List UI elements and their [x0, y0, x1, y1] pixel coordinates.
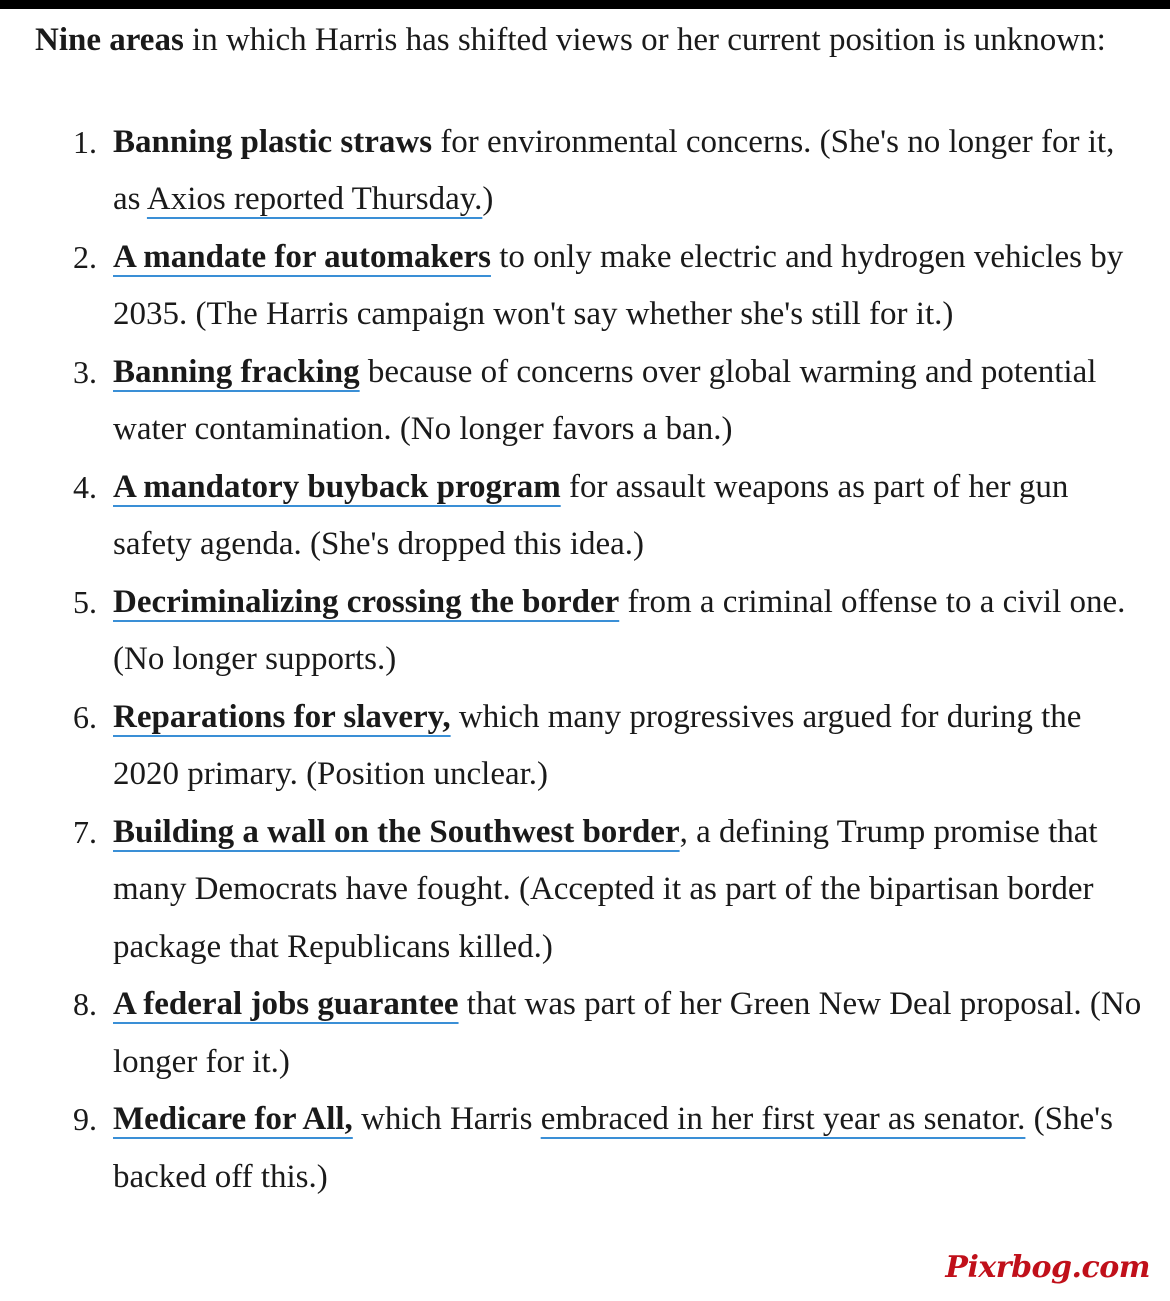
list-item	[35, 459, 1150, 574]
top-bar	[0, 0, 1170, 9]
item-text: for environmental concerns. (She's no longer for it, as	[113, 123, 1115, 217]
watermark-logo: Pixrbog.com	[945, 1250, 1150, 1285]
intro-paragraph	[35, 12, 1150, 70]
item-link-plastic-straws: Banning plastic straws	[113, 123, 433, 160]
item-link-jobs-guarantee[interactable]: A federal jobs guarantee	[113, 986, 459, 1022]
item-text: from a criminal offense to a civil one. (No longer supports.)	[113, 583, 1126, 677]
senator-first-year-link[interactable]: embraced in her first year as senator.	[540, 1101, 1026, 1137]
axios-report-link[interactable]: Axios reported Thursday.	[146, 181, 483, 217]
item-text: to only make electric and hydrogen vehicles by 2035. (The Harris campaign won't say whether she's still for it.)	[113, 238, 1124, 332]
item-text: that was part of her Green New Deal proposal. (No longer for it.)	[113, 986, 1142, 1080]
item-text: , a defining Trump promise that many Democrats have fought. (Accepted it as part of the bipartisan border package that Republicans killed.)	[113, 813, 1098, 965]
item-number: 6.	[73, 698, 97, 735]
item-text-end: (She's backed off this.)	[113, 1101, 1113, 1195]
intro-text: in which Harris has shifted views or her current position is unknown:	[183, 22, 1106, 58]
item-link-decriminalizing-border[interactable]: Decriminalizing crossing the border	[113, 583, 620, 620]
list-item	[35, 689, 1150, 804]
item-number: 5.	[73, 583, 97, 620]
item-number: 3.	[73, 353, 97, 390]
item-text: for assault weapons as part of her gun safety agenda. (She's dropped this idea.)	[113, 468, 1069, 562]
item-number: 4.	[73, 468, 97, 505]
list-item	[35, 574, 1150, 689]
areas-list	[35, 114, 1150, 1207]
item-number: 2.	[73, 238, 97, 275]
list-item	[35, 1091, 1150, 1206]
item-number: 7.	[73, 813, 97, 850]
item-text: which Harris	[352, 1101, 541, 1137]
list-item	[35, 229, 1150, 344]
list-item	[35, 804, 1150, 977]
article-body	[35, 12, 1150, 1206]
item-link-reparations[interactable]: Reparations for slavery,	[113, 698, 451, 735]
list-item	[35, 976, 1150, 1091]
intro-bold: Nine areas	[35, 22, 184, 58]
item-link-buyback-program[interactable]: A mandatory buyback program	[113, 468, 561, 505]
item-text: which many progressives argued for during the 2020 primary. (Position unclear.)	[113, 698, 1082, 792]
item-link-automakers-mandate[interactable]: A mandate for automakers	[113, 238, 491, 275]
item-link-border-wall[interactable]: Building a wall on the Southwest border	[113, 813, 680, 850]
item-number: 9.	[73, 1101, 97, 1137]
item-text: because of concerns over global warming and potential water contamination. (No longer favors a ban.)	[113, 353, 1097, 447]
item-text-end: )	[482, 181, 494, 217]
list-item	[35, 114, 1150, 229]
item-number: 8.	[73, 986, 97, 1022]
item-link-fracking[interactable]: Banning fracking	[113, 353, 360, 390]
item-link-medicare-for-all[interactable]: Medicare for All,	[113, 1101, 353, 1137]
list-item	[35, 344, 1150, 459]
item-number: 1.	[73, 123, 97, 160]
